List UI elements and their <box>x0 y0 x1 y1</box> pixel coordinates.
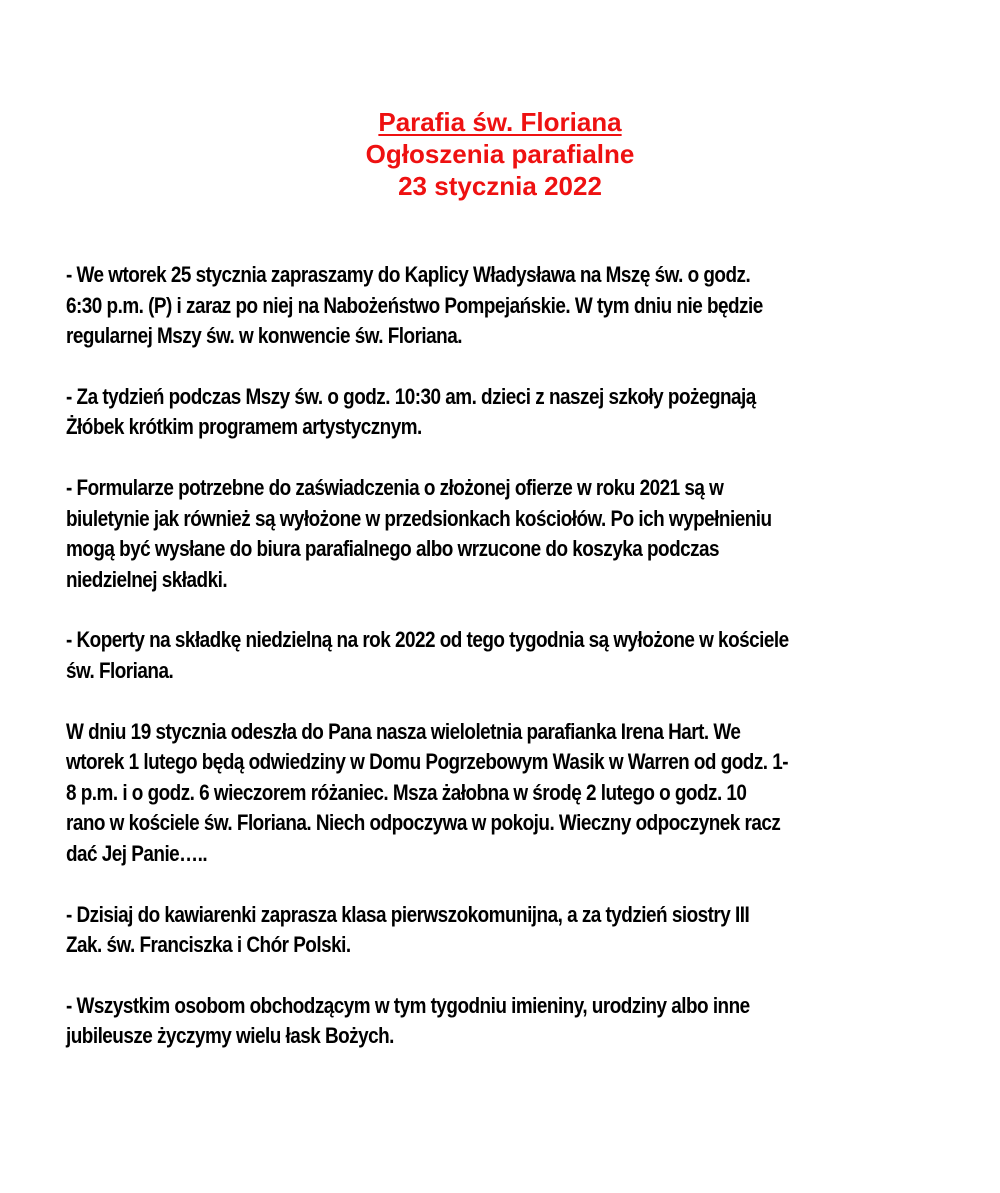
announcement-line: wtorek 1 lutego będą odwiedziny w Domu Pogrzebowym Wasik w Warren od godz. 1- <box>66 749 789 775</box>
announcement-line: św. Floriana. <box>66 657 174 683</box>
announcement-2 <box>66 382 946 443</box>
announcement-5 <box>66 717 946 870</box>
announcement-line: W dniu 19 stycznia odeszła do Pana nasza wieloletnia parafianka Irena Hart. We <box>66 718 741 744</box>
announcement-line: - Koperty na składkę niedzielną na rok 2022 od tego tygodnia są wyłożone w kościele <box>66 627 789 653</box>
announcements-list <box>66 260 946 1082</box>
announcement-line: rano w kościele św. Floriana. Niech odpoczywa w pokoju. Wieczny odpoczynek racz <box>66 810 781 836</box>
announcement-line: Żłóbek krótkim programem artystycznym. <box>66 414 422 440</box>
announcement-3 <box>66 473 946 595</box>
announcement-line: - We wtorek 25 stycznia zapraszamy do Kaplicy Władysława na Mszę św. o godz. <box>66 262 751 287</box>
announcement-4 <box>66 625 946 686</box>
announcement-line: - Wszystkim osobom obchodzącym w tym tygodniu imieniny, urodziny albo inne <box>66 992 750 1018</box>
announcement-line: mogą być wysłane do biura parafialnego albo wrzucone do koszyka podczas <box>66 536 720 562</box>
announcement-1 <box>66 260 946 352</box>
announcement-7 <box>66 991 946 1052</box>
announcement-line: - Dzisiaj do kawiarenki zaprasza klasa pierwszokomunijna, a za tydzień siostry III <box>66 901 750 927</box>
document-title: Ogłoszenia parafialne <box>365 139 635 169</box>
announcement-line: 8 p.m. i o godz. 6 wieczorem różaniec. Msza żałobna w środę 2 lutego o godz. 10 <box>66 779 747 805</box>
announcement-line: dać Jej Panie….. <box>66 840 208 866</box>
parish-name: Parafia św. Floriana <box>378 107 622 137</box>
announcement-line: - Formularze potrzebne do zaświadczenia o złożonej ofierze w roku 2021 są w <box>66 474 724 500</box>
announcement-line: regularnej Mszy św. w konwencie św. Floriana. <box>66 323 462 349</box>
announcement-line: niedzielnej składki. <box>66 566 228 592</box>
announcement-line: 6:30 p.m. (P) i zaraz po niej na Nabożeństwo Pompejańskie. W tym dniu nie będzie <box>66 292 763 318</box>
document-date: 23 stycznia 2022 <box>398 171 602 201</box>
announcement-line: Zak. św. Franciszka i Chór Polski. <box>66 932 351 958</box>
document-header <box>0 106 1000 202</box>
announcement-line: jubileusze życzymy wielu łask Bożych. <box>66 1023 394 1049</box>
announcement-6 <box>66 900 946 961</box>
announcement-line: biuletynie jak również są wyłożone w przedsionkach kościołów. Po ich wypełnieniu <box>66 505 772 531</box>
announcement-line: - Za tydzień podczas Mszy św. o godz. 10:30 am. dzieci z naszej szkoły pożegnają <box>66 383 756 409</box>
